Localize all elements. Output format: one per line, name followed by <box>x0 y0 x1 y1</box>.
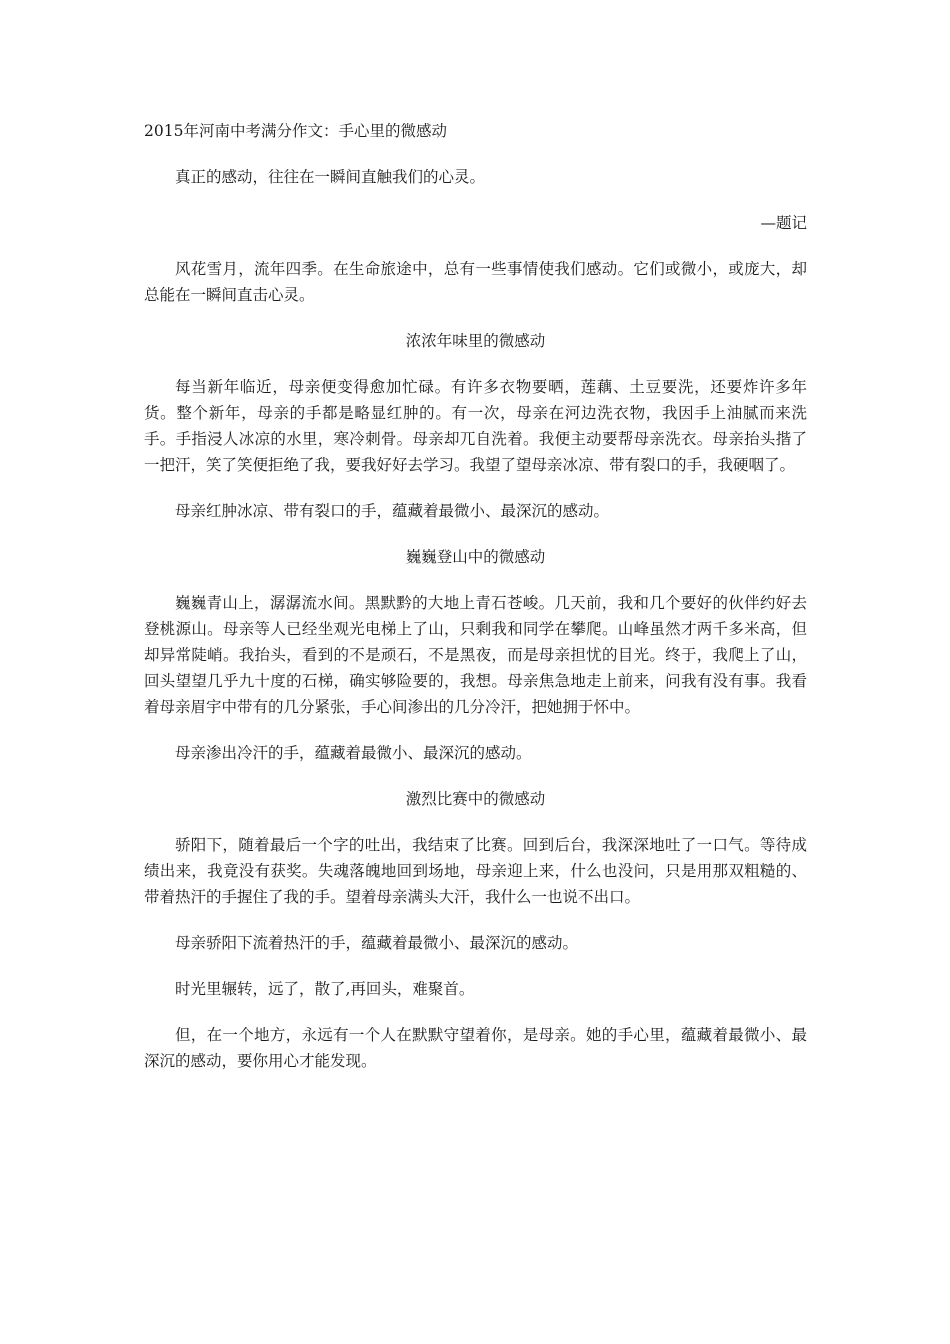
section-body: 巍巍青山上，潺潺流水间。黑默黔的大地上青石苍峻。几天前，我和几个要好的伙伴约好去登桃源山。母亲等人已经坐观光电梯上了山，只剩我和同学在攀爬。山峰虽然才两千多米高，但却异常陡峭。我抬头，看到的不是顽石，不是黑夜，而是母亲担忧的目光。终于，我爬上了山，回头望望几乎九十度的石梯，确实够险要的，我想。母亲焦急地走上前来，问我有没有事。我看着母亲眉宇中带有的几分紧张，手心间渗出的几分冷汗，把她拥于怀中。 <box>144 594 807 716</box>
section-body: 每当新年临近，母亲便变得愈加忙碌。有许多衣物要晒，莲藕、土豆要洗，还要炸许多年货。整个新年，母亲的手都是略显红肿的。有一次，母亲在河边洗衣物，我因手上油腻而来洗手。手指浸人冰凉的水里，寒冷刺骨。母亲却兀自洗着。我便主动要帮母亲洗衣。母亲抬头揩了一把汗，笑了笑便拒绝了我，要我好好去学习。我望了望母亲冰凉、带有裂口的手，我硬咽了。 <box>144 378 807 474</box>
section-heading: 浓浓年味里的微感动 <box>405 332 546 350</box>
section-body: 骄阳下，随着最后一个字的吐出，我结束了比赛。回到后台，我深深地吐了一口气。等待成绩出来，我竟没有获奖。失魂落魄地回到场地，母亲迎上来，什么也没问，只是用那双粗糙的、带着热汗的手握住了我的手。望着母亲满头大汗，我什么一也说不出口。 <box>144 836 807 906</box>
closing-paragraph: 但，在一个地方，永远有一个人在默默守望着你，是母亲。她的手心里，蕴藏着最微小、最深沉的感动，要你用心才能发现。 <box>144 1026 807 1070</box>
epigraph-signature: —题记 <box>760 214 807 232</box>
section-summary: 母亲渗出冷汗的手，蕴藏着最微小、最深沉的感动。 <box>175 744 532 762</box>
section-heading: 激烈比赛中的微感动 <box>405 790 546 808</box>
closing-paragraph: 时光里辗转，远了，散了,再回头，难聚首。 <box>175 980 475 998</box>
epigraph: 真正的感动，往往在一瞬间直触我们的心灵。 <box>175 168 486 186</box>
section-summary: 母亲骄阳下流着热汗的手，蕴藏着最微小、最深沉的感动。 <box>175 934 579 952</box>
section-heading: 巍巍登山中的微感动 <box>405 548 546 566</box>
intro-paragraph: 风花雪月，流年四季。在生命旅途中，总有一些事情使我们感动。它们或微小，或庞大，却总能在一瞬间直击心灵。 <box>144 260 807 304</box>
document-body <box>144 118 807 1094</box>
document-title: 2015年河南中考满分作文：手心里的微感动 <box>144 122 447 140</box>
section-summary: 母亲红肿冰凉、带有裂口的手，蕴藏着最微小、最深沉的感动。 <box>175 502 610 520</box>
